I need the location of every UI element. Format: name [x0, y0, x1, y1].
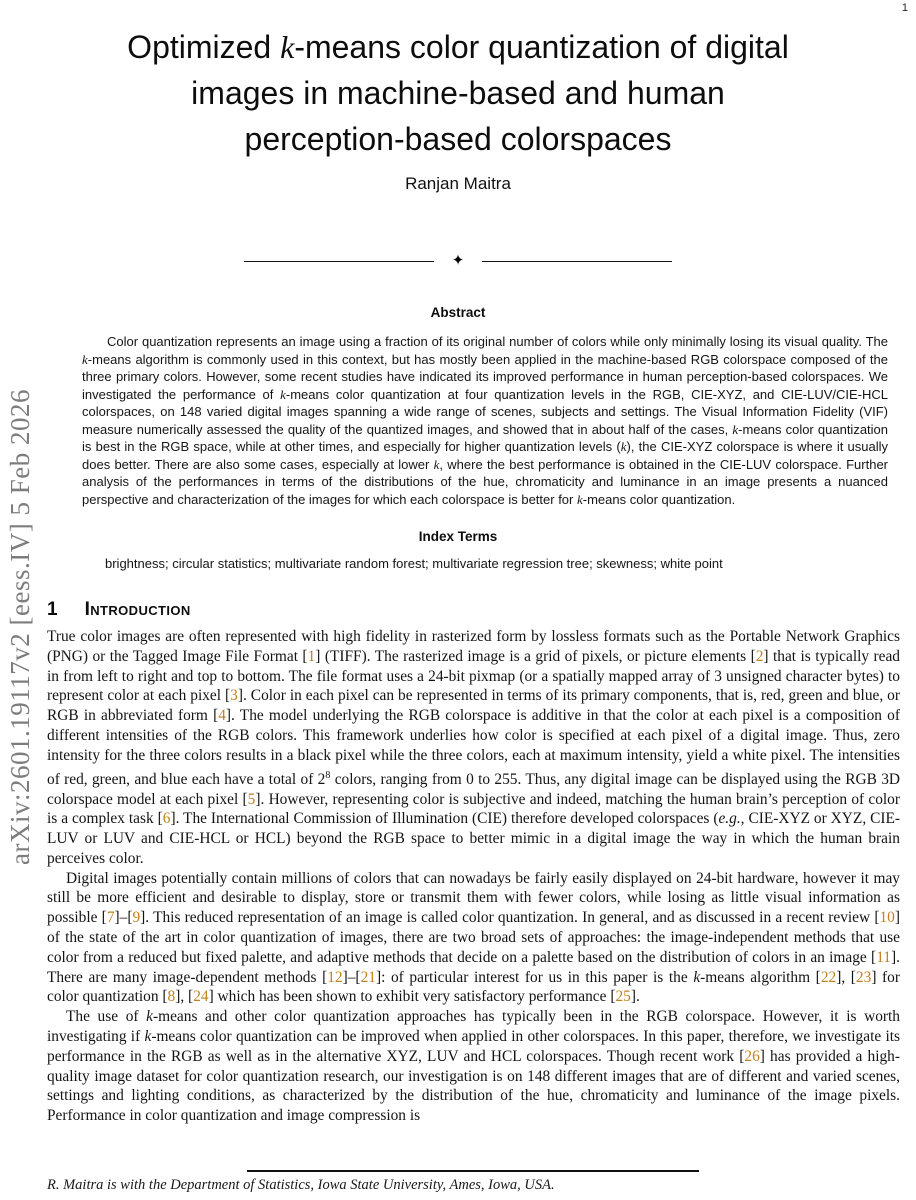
paper-title-line: images in machine-based and human	[191, 75, 725, 111]
body-paragraph: True color images are often represented with high fidelity in rasterized form by lossless formats such as the Portable Network Graphics (PNG) or the Tagged Image File Format [1] (TIFF). The rasterized image is a grid of pixels, or picture elements [2] that is typically read in from left to right and top to bottom. The file format uses a 24-bit pixmap (or a spatially mapped array of 3 unsigned character bytes) to represent color at each pixel [3]. Color in each pixel can be represented in terms of its primary components, that is, red, green and blue, or RGB in abbreviated form [4]. The model underlying the RGB colorspace is additive in that the color at each pixel is a composition of different intensities of the RGB colors. This framework underlies how color is specified at each pixel of a digital image. Thus, zero intensity for the three colors results in a black pixel while the three colors, each at maximum intensity, yield a white pixel. The intensities of red, green, and blue each have a total of $2^8$ colors, ranging from 0 to 255. Thus, any digital image can be displayed using the RGB 3D colorspace model at each pixel [5]. However, representing color is subjective and indeed, matching the human brain’s perception of color is a complex task [6]. The International Commission of Illumination (CIE) therefore developed colorspaces (e.g., CIE-XYZ or XYZ, CIE-LUV or LUV and CIE-HCL or HCL) beyond the RGB space to better mimic in a digital image the way in which the human brain perceives color.	[47, 628, 901, 867]
citation-link[interactable]: 7	[106, 909, 115, 927]
index-terms-text: brightness; circular statistics; multivariate random forest; multivariate regression tree; skewness; white point	[105, 556, 723, 571]
citation-link[interactable]: 22	[820, 968, 837, 986]
arxiv-watermark: arXiv:2601.19117v2 [eess.IV] 5 Feb 2026	[5, 389, 35, 865]
citation-link[interactable]: 2	[755, 647, 764, 665]
separator-rule-right	[482, 261, 672, 263]
diamond-icon: ✦	[451, 253, 465, 269]
citation-link[interactable]: 26	[744, 1047, 760, 1065]
section-number: 1	[47, 599, 58, 620]
citation-link[interactable]: 8	[167, 988, 176, 1006]
citation-link[interactable]: 10	[879, 909, 895, 927]
citation-link[interactable]: 9	[132, 909, 141, 927]
section-title: Introduction	[84, 599, 191, 620]
footnote-text: R. Maitra is with the Department of Statistics, Iowa State University, Ames, Iowa, USA.	[47, 1176, 555, 1193]
citation-link[interactable]: 11	[876, 948, 892, 966]
separator-rule-left	[244, 261, 434, 263]
citation-link[interactable]: 6	[162, 810, 171, 828]
paper-title-line: perception-based colorspaces	[244, 121, 672, 157]
author-name: Ranjan Maitra	[405, 174, 511, 193]
citation-link[interactable]: 1	[307, 647, 316, 665]
abstract-text: Color quantization represents an image using a fraction of its original number of colors while only minimally losing its visual quality. The k-means algorithm is commonly used in this context, but has mostly been applied in the machine-based RGB colorspace composed of the three primary colors. However, some recent studies have indicated its improved performance in human perception-based colorspaces. We investigated the performance of k-means color quantization at four quantization levels in the RGB, CIE-XYZ, and CIE-LUV/CIE-HCL colorspaces, on 148 varied digital images spanning a wide range of scenes, subjects and settings. The Visual Information Fidelity (VIF) measure numerically assessed the quality of the quantized images, and showed that in about half of the cases, k-means color quantization is best in the RGB space, while at other times, and especially for higher quantization levels (k), the CIE-XYZ colorspace is where it usually does better. There are also some cases, especially at lower k, where the best performance is obtained in the CIE-LUV colorspace. Further analysis of the performances in terms of the distributions of the hue, chromaticity and luminance in an image presents a nuanced perspective and characterization of the images for which each colorspace is better for k-means color quantization.	[82, 334, 889, 507]
citation-link[interactable]: 23	[855, 968, 872, 986]
body-paragraph: The use of k-means and other color quantization approaches has typically been in the RGB colorspace. However, it is worth investigating if k-means color quantization can be improved when applied in other colorspaces. In this paper, therefore, we investigate its performance in the RGB as well as in the alternative XYZ, LUV and HCL colorspaces. Though recent work [26] has provided a high-quality image dataset for color quantization research, our investigation is on 148 different images that are of different and varied scenes, settings and lighting conditions, as characterized by the distribution of the hue, chromaticity and luminance of the image pixels. Performance in color quantization and image compression is	[47, 1008, 901, 1125]
citation-link[interactable]: 5	[247, 790, 256, 808]
paper-title-line: Optimized k-means color quantization of digital	[127, 29, 789, 65]
title-separator	[0, 254, 916, 269]
author-footnote	[0, 1170, 916, 1194]
citation-link[interactable]: 24	[193, 988, 209, 1006]
page-number: 1	[901, 2, 908, 14]
citation-link[interactable]: 21	[360, 968, 376, 986]
citation-link[interactable]: 3	[230, 687, 238, 705]
citation-link[interactable]: 4	[218, 707, 226, 725]
index-terms-heading: Index Terms	[418, 529, 498, 544]
body-paragraph: Digital images potentially contain millions of colors that can nowadays be fairly easily displayed on 24-bit hardware, however it may still be more efficient and desirable to display, store or transmit them with fewer colors, while losing as little visual information as possible [7]–[9]. This reduced representation of an image is called color quantization. In general, and as discussed in a recent review [10] of the state of the art in color quantization of images, there are two broad sets of approaches: the image-independent methods that use color from a reduced but fixed palette, and adaptive methods that decide on a palette based on the distribution of colors in an image [11]. There are many image-dependent methods [12]–[21]: of particular interest for us in this paper is the k-means algorithm [22], [23] for color quantization [8], [24] which has been shown to exhibit very satisfactory performance [25].	[47, 869, 901, 1006]
section-heading-introduction	[47, 599, 900, 621]
footnote-rule	[247, 1170, 699, 1172]
citation-link[interactable]: 12	[327, 968, 343, 986]
abstract-heading: Abstract	[430, 305, 486, 320]
paper-title	[30, 24, 886, 162]
citation-link[interactable]: 25	[615, 988, 631, 1006]
introduction-body	[47, 627, 900, 1126]
